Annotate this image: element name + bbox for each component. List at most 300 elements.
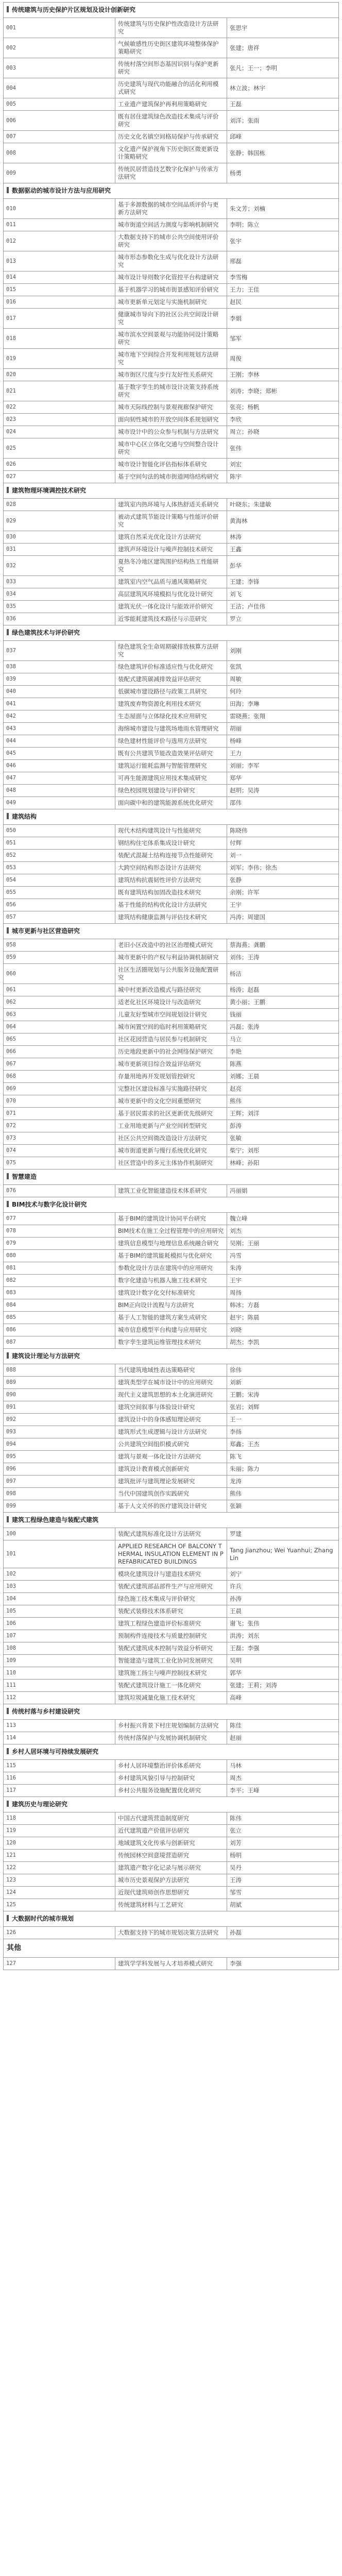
paper-title: 大数据支持下的城市规划决策方法研究: [115, 1927, 227, 1939]
paper-number: 051: [4, 837, 115, 850]
paper-author: 魏立峰: [227, 1213, 339, 1225]
table-row: [4, 874, 339, 887]
paper-title: 乡村人居环境整治评价体系研究: [115, 1760, 227, 1772]
category-heading: [4, 809, 339, 825]
paper-number: 094: [4, 1438, 115, 1451]
table-row: [4, 748, 339, 760]
table-row: [4, 78, 339, 98]
table-row: [4, 1157, 339, 1170]
category-marker-icon: [7, 1708, 9, 1714]
category-title-text: 传统村落与乡村建设研究: [12, 1708, 80, 1715]
table-row: [4, 499, 339, 511]
category-title: [4, 1744, 339, 1760]
paper-number: 078: [4, 1225, 115, 1238]
paper-number: 021: [4, 381, 115, 401]
table-row: [4, 698, 339, 710]
table-row: [4, 1438, 339, 1451]
paper-author: 张敏: [227, 1132, 339, 1145]
table-row: [4, 797, 339, 809]
paper-title: 建筑室内热环境与人体热舒适关系研究: [115, 499, 227, 511]
table-row: [4, 1132, 339, 1145]
table-row: [4, 952, 339, 964]
table-row: [4, 1185, 339, 1197]
category-title: [4, 1911, 339, 1927]
category-title: [4, 483, 339, 499]
paper-title: 近零能耗建筑技术路径与示范研究: [115, 613, 227, 625]
paper-number: 015: [4, 284, 115, 296]
paper-title: 面向韧性城市的开放空间体系规划研究: [115, 414, 227, 426]
paper-title: 基于数字孪生的城市设计决策支持系统研究: [115, 381, 227, 401]
table-row: [4, 1760, 339, 1772]
paper-number: 005: [4, 98, 115, 111]
paper-title: 城市中心区立体化交通与空间整合设计研究: [115, 438, 227, 459]
paper-author: 熊伟: [227, 1095, 339, 1108]
paper-title: 建筑结构抗震韧性评价方法研究: [115, 874, 227, 887]
paper-title: 城市闲置空间的临时利用策略研究: [115, 1021, 227, 1033]
paper-title: 装配式建筑部品部件生产与应用研究: [115, 1581, 227, 1593]
paper-author: 刘涛；李晓；郑彬: [227, 381, 339, 401]
category-title: [4, 625, 339, 641]
paper-title: 基于多源数据的城市空间品质评价与更新方法研究: [115, 199, 227, 219]
paper-author: 赵丽: [227, 1732, 339, 1744]
paper-number: 035: [4, 601, 115, 613]
paper-author: 杨峰: [227, 735, 339, 748]
paper-number: 040: [4, 686, 115, 698]
table-row: [4, 1021, 339, 1033]
paper-number: 062: [4, 996, 115, 1009]
paper-title: 社区生活圈规划与公共服务设施配置研究: [115, 964, 227, 984]
paper-author: 陈宇: [227, 471, 339, 483]
paper-title: 城市更新项目综合效益评估研究: [115, 1058, 227, 1071]
table-row: [4, 111, 339, 131]
paper-title: 社区花园营造与居民参与机制研究: [115, 1033, 227, 1046]
table-row: [4, 862, 339, 874]
paper-number: 026: [4, 459, 115, 471]
paper-title: 建筑批评与建筑理论发展研究: [115, 1476, 227, 1488]
paper-author: 龙涛: [227, 1476, 339, 1488]
paper-title: 城中村更新改造模式与路径研究: [115, 984, 227, 996]
paper-title: 文化遗产保护视角下历史街区微更新设计策略研究: [115, 143, 227, 163]
table-row: [4, 1630, 339, 1642]
paper-title: 传统园林空间意境营造研究: [115, 1850, 227, 1862]
table-row: [4, 1033, 339, 1046]
paper-author: 韩冰；方磊: [227, 1299, 339, 1312]
category-title: [4, 1349, 339, 1364]
paper-title: 基于人工智能的建筑方案生成研究: [115, 1312, 227, 1324]
paper-number: 028: [4, 499, 115, 511]
table-row: [4, 723, 339, 735]
paper-title: 城市信息模型平台构建与应用研究: [115, 1324, 227, 1336]
table-row: [4, 381, 339, 401]
paper-title: 乡村建筑风貌引导与控制研究: [115, 1772, 227, 1785]
table-row: [4, 1401, 339, 1414]
category-heading: [4, 3, 339, 18]
paper-number: 082: [4, 1275, 115, 1287]
paper-title: 当代中国建筑创作实践研究: [115, 1488, 227, 1500]
table-row: [4, 1862, 339, 1874]
paper-number: 003: [4, 58, 115, 78]
paper-author: 朱涛: [227, 1262, 339, 1275]
paper-title: 建筑废弃物资源化利用技术研究: [115, 698, 227, 710]
table-row: [4, 1850, 339, 1862]
table-row: [4, 911, 339, 924]
paper-number: 081: [4, 1262, 115, 1275]
table-row: [4, 1785, 339, 1797]
paper-title: 建筑施工扬尘与噪声控制技术研究: [115, 1667, 227, 1680]
table-row: [4, 785, 339, 797]
paper-number: 034: [4, 588, 115, 601]
paper-title: 基于空间句法的城市街道网络结构研究: [115, 471, 227, 483]
paper-author: 张静；韩国栋: [227, 143, 339, 163]
paper-author: 王洁；卢佳伟: [227, 601, 339, 613]
table-row: [4, 471, 339, 483]
paper-author: 冯涛；周建国: [227, 911, 339, 924]
paper-number: 033: [4, 576, 115, 588]
category-title-text: 乡村人居环境与可持续发展研究: [12, 1748, 99, 1755]
category-heading: [4, 1797, 339, 1812]
table-row: [4, 1225, 339, 1238]
table-row: [4, 163, 339, 183]
paper-author: 李雪梅: [227, 272, 339, 284]
table-row: [4, 1364, 339, 1377]
paper-author: 胡斌: [227, 1899, 339, 1911]
table-row: [4, 438, 339, 459]
paper-author: 林峰；孙阳: [227, 1157, 339, 1170]
paper-author: 杨勇: [227, 163, 339, 183]
paper-title: 近现代建筑师创作思想研究: [115, 1887, 227, 1899]
paper-title: 建筑空间叙事与体验设计研究: [115, 1401, 227, 1414]
table-row: [4, 1463, 339, 1476]
paper-number: 064: [4, 1021, 115, 1033]
table-row: [4, 1528, 339, 1540]
paper-author: 黄海林: [227, 511, 339, 531]
category-marker-icon: [7, 6, 9, 12]
table-row: [4, 686, 339, 698]
paper-author: 刘娜；王晨: [227, 1071, 339, 1083]
category-title-text: 城市更新与社区营造研究: [12, 927, 80, 935]
paper-author: 郭华: [227, 1667, 339, 1680]
table-row: [4, 1451, 339, 1463]
paper-author: 马林: [227, 1760, 339, 1772]
table-row: [4, 544, 339, 556]
paper-author: 谢飞；张伟: [227, 1618, 339, 1630]
paper-author: 刘飞: [227, 588, 339, 601]
category-heading: [4, 1170, 339, 1185]
table-row: [4, 1287, 339, 1299]
table-row: [4, 1488, 339, 1500]
paper-author: 吴丹: [227, 1862, 339, 1874]
table-row: [4, 601, 339, 613]
paper-number: 105: [4, 1605, 115, 1618]
paper-title: 传统民居营造技艺数字化保护与传承方法研究: [115, 163, 227, 183]
paper-number: 110: [4, 1667, 115, 1680]
paper-author: 王鑫: [227, 544, 339, 556]
paper-number: 037: [4, 641, 115, 661]
category-title-text: 建筑结构: [12, 813, 37, 820]
paper-title: 建筑类型学在城市设计中的应用研究: [115, 1377, 227, 1389]
category-heading: [4, 1704, 339, 1720]
paper-author: 王涛: [227, 1874, 339, 1887]
table-row: [4, 1426, 339, 1438]
category-marker-icon: [7, 927, 9, 934]
paper-title: 城市滨水空间景观与功能协同设计策略研究: [115, 329, 227, 349]
paper-number: 036: [4, 613, 115, 625]
paper-title: 城市街区尺度与步行友好性关系研究: [115, 369, 227, 381]
paper-title: 绿色施工技术集成与评价研究: [115, 1593, 227, 1605]
paper-author: 张静: [227, 874, 339, 887]
paper-title: 城市更新中的产权与利益协调机制研究: [115, 952, 227, 964]
paper-number: 117: [4, 1785, 115, 1797]
paper-number: 006: [4, 111, 115, 131]
table-row: [4, 1238, 339, 1250]
table-row: [4, 1500, 339, 1513]
category-title-text: 数据驱动的城市设计方法与应用研究: [12, 187, 111, 194]
paper-author: 张亮；杨帆: [227, 401, 339, 414]
table-row: [4, 1145, 339, 1157]
category-title: [4, 1704, 339, 1720]
paper-title: 适老化社区环境设计与改造研究: [115, 996, 227, 1009]
paper-author: 李扬: [227, 1426, 339, 1438]
paper-author: 陈飞: [227, 1451, 339, 1463]
category-marker-icon: [7, 1201, 9, 1207]
table-row: [4, 1958, 339, 1970]
category-heading: [4, 1197, 339, 1213]
category-marker-icon: [7, 487, 9, 493]
table-row: [4, 38, 339, 58]
paper-number: 016: [4, 296, 115, 309]
table-row: [4, 1250, 339, 1262]
paper-title: 社区公共空间微改造设计方法研究: [115, 1132, 227, 1145]
paper-title: APPLIED RESEARCH OF BALCONY THERMAL INSULATION ELEMENT IN PREFABRICATED BUILDINGS: [115, 1540, 227, 1568]
paper-number: 091: [4, 1401, 115, 1414]
table-row: [4, 837, 339, 850]
paper-number: 025: [4, 438, 115, 459]
paper-title: 建筑学学科发展与人才培养模式研究: [115, 1958, 227, 1970]
paper-author: 王一: [227, 1414, 339, 1426]
paper-number: 014: [4, 272, 115, 284]
paper-author: 吴明: [227, 1655, 339, 1667]
paper-author: 孙涛: [227, 1593, 339, 1605]
paper-author: 余刚；许军: [227, 887, 339, 899]
category-heading: [4, 1911, 339, 1927]
paper-author: 杨洁: [227, 964, 339, 984]
paper-title: 低碳城市建设路径与政策工具研究: [115, 686, 227, 698]
paper-author: 熊伟: [227, 1488, 339, 1500]
table-row: [4, 199, 339, 219]
table-row: [4, 887, 339, 899]
paper-author: 李明；陈立: [227, 219, 339, 231]
paper-number: 069: [4, 1083, 115, 1095]
table-row: [4, 1568, 339, 1581]
table-row: [4, 18, 339, 38]
paper-title: 既有公共建筑节能改造效果评估研究: [115, 748, 227, 760]
table-row: [4, 556, 339, 576]
paper-author: 杨明: [227, 1850, 339, 1862]
paper-number: 076: [4, 1185, 115, 1197]
category-title-text: 传统建筑与历史保护片区规划及设计创新研究: [12, 6, 136, 13]
table-row: [4, 984, 339, 996]
paper-author: 彭华: [227, 556, 339, 576]
paper-title: 建筑形式生成逻辑与设计方法研究: [115, 1426, 227, 1438]
table-row: [4, 760, 339, 772]
paper-number: 059: [4, 952, 115, 964]
paper-title: 建筑遗产数字化记录与展示研究: [115, 1862, 227, 1874]
paper-title: 建筑与景观一体化设计方法研究: [115, 1451, 227, 1463]
paper-author: 林立波；林宇: [227, 78, 339, 98]
paper-title: 装配式建筑碳减排效益评估研究: [115, 673, 227, 686]
table-row: [4, 401, 339, 414]
category-title: [4, 1170, 339, 1185]
paper-number: 077: [4, 1213, 115, 1225]
paper-author: 周立；孙晓: [227, 426, 339, 438]
category-heading: [4, 1513, 339, 1528]
paper-author: 刘伟；王涛: [227, 952, 339, 964]
paper-author: 刘宁: [227, 1568, 339, 1581]
paper-number: 074: [4, 1145, 115, 1157]
paper-title: 城市设计中的公众参与机制与方法研究: [115, 426, 227, 438]
paper-author: 李艳: [227, 1046, 339, 1058]
paper-author: 钱丽: [227, 1009, 339, 1021]
paper-title: 传统村落空间形态基因识别与保护更新研究: [115, 58, 227, 78]
table-row: [4, 1899, 339, 1911]
paper-author: 王力: [227, 748, 339, 760]
table-row: [4, 1593, 339, 1605]
paper-author: 周敏: [227, 673, 339, 686]
paper-number: 126: [4, 1927, 115, 1939]
paper-author: 李娟: [227, 309, 339, 329]
table-row: [4, 1312, 339, 1324]
table-row: [4, 1581, 339, 1593]
paper-author: 王磊: [227, 98, 339, 111]
table-row: [4, 1213, 339, 1225]
paper-number: 012: [4, 231, 115, 251]
paper-number: 093: [4, 1426, 115, 1438]
category-title: [4, 183, 339, 199]
paper-title: 基于性能的结构优化设计方法研究: [115, 899, 227, 911]
category-heading: [4, 924, 339, 939]
paper-number: 056: [4, 899, 115, 911]
paper-number: 066: [4, 1046, 115, 1058]
paper-title: 预制构件连接技术与质量控制研究: [115, 1630, 227, 1642]
category-title-text: 其他: [7, 1944, 21, 1952]
paper-number: 119: [4, 1825, 115, 1837]
paper-author: 冯丽娟: [227, 1185, 339, 1197]
table-row: [4, 825, 339, 837]
paper-title: 装配式建筑成本控制与效益分析研究: [115, 1642, 227, 1655]
category-title: [4, 1513, 339, 1528]
paper-number: 050: [4, 825, 115, 837]
paper-number: 030: [4, 531, 115, 544]
paper-number: 002: [4, 38, 115, 58]
paper-number: 098: [4, 1488, 115, 1500]
paper-author: 赵明；吴涛: [227, 785, 339, 797]
table-row: [4, 613, 339, 625]
category-title: [4, 3, 339, 18]
paper-author: 张思宇: [227, 18, 339, 38]
paper-author: 张建；王莉；刘涛: [227, 1680, 339, 1692]
paper-title: 钢结构住宅体系集成设计研究: [115, 837, 227, 850]
table-row: [4, 309, 339, 329]
paper-number: 122: [4, 1862, 115, 1874]
table-row: [4, 1642, 339, 1655]
table-row: [4, 459, 339, 471]
paper-number: 052: [4, 850, 115, 862]
paper-title: 面向碳中和的建筑能源系统优化研究: [115, 797, 227, 809]
table-row: [4, 1275, 339, 1287]
category-marker-icon: [7, 1352, 9, 1359]
paper-author: 陈佳: [227, 1720, 339, 1732]
category-title-text: 智慧建造: [12, 1173, 37, 1180]
paper-number: 063: [4, 1009, 115, 1021]
paper-title: 历史建筑与现代功能融合的活化利用模式研究: [115, 78, 227, 98]
paper-author: 王建；李锋: [227, 576, 339, 588]
paper-author: 刘晓: [227, 1324, 339, 1336]
paper-author: 李平；王峰: [227, 1785, 339, 1797]
category-marker-icon: [7, 813, 9, 819]
paper-title: 生态屋面与立体绿化技术应用研究: [115, 710, 227, 723]
category-heading: [4, 483, 339, 499]
paper-number: 099: [4, 1500, 115, 1513]
table-row: [4, 1324, 339, 1336]
paper-title: 城市天际线控制与景观视廊保护研究: [115, 401, 227, 414]
table-row: [4, 1046, 339, 1058]
paper-number: 090: [4, 1389, 115, 1401]
paper-title: 城市街道空间活力测度与影响机制研究: [115, 219, 227, 231]
paper-title: 基于人文关怀的医疗建筑设计研究: [115, 1500, 227, 1513]
table-row: [4, 1720, 339, 1732]
paper-title: 夏热冬冷地区建筑围护结构热工性能研究: [115, 556, 227, 576]
paper-title: 装配式装修技术体系研究: [115, 1605, 227, 1618]
paper-title: BIM正向设计流程与方法研究: [115, 1299, 227, 1312]
paper-title: 建筑设计中的身体感知理论研究: [115, 1414, 227, 1426]
paper-title: 城市更新中的文化空间重塑研究: [115, 1095, 227, 1108]
paper-title: 大跨空间结构形态设计方法研究: [115, 862, 227, 874]
paper-title: 工业用地更新与产业空间转型研究: [115, 1120, 227, 1132]
paper-author: 王晨: [227, 1605, 339, 1618]
table-row: [4, 1336, 339, 1349]
table-row: [4, 772, 339, 785]
paper-title: 建筑工程绿色建造评价标准研究: [115, 1618, 227, 1630]
paper-number: 123: [4, 1874, 115, 1887]
paper-number: 102: [4, 1568, 115, 1581]
table-row: [4, 296, 339, 309]
paper-author: 周俊: [227, 349, 339, 369]
paper-number: 092: [4, 1414, 115, 1426]
paper-number: 068: [4, 1071, 115, 1083]
paper-number: 027: [4, 471, 115, 483]
paper-number: 079: [4, 1238, 115, 1250]
category-title-text: 建筑历史与理论研究: [12, 1801, 68, 1808]
paper-author: 徐伟: [227, 1364, 339, 1377]
paper-author: 赵宇；陈晨: [227, 1312, 339, 1324]
paper-author: 李强: [227, 1958, 339, 1970]
paper-author: 孙磊: [227, 1927, 339, 1939]
paper-author: 王磊；李强: [227, 1642, 339, 1655]
paper-author: 刘杰: [227, 1225, 339, 1238]
table-row: [4, 1772, 339, 1785]
paper-number: 124: [4, 1887, 115, 1899]
category-heading: [4, 625, 339, 641]
paper-number: 065: [4, 1033, 115, 1046]
paper-number: 106: [4, 1618, 115, 1630]
paper-number: 097: [4, 1476, 115, 1488]
paper-title: 存量用地再开发规划管控研究: [115, 1071, 227, 1083]
paper-author: 胡杰；李凯: [227, 1336, 339, 1349]
paper-number: 061: [4, 984, 115, 996]
paper-title: 公共建筑空间组织模式研究: [115, 1438, 227, 1451]
paper-author: 刘宏: [227, 459, 339, 471]
paper-author: 刘芳: [227, 1837, 339, 1850]
